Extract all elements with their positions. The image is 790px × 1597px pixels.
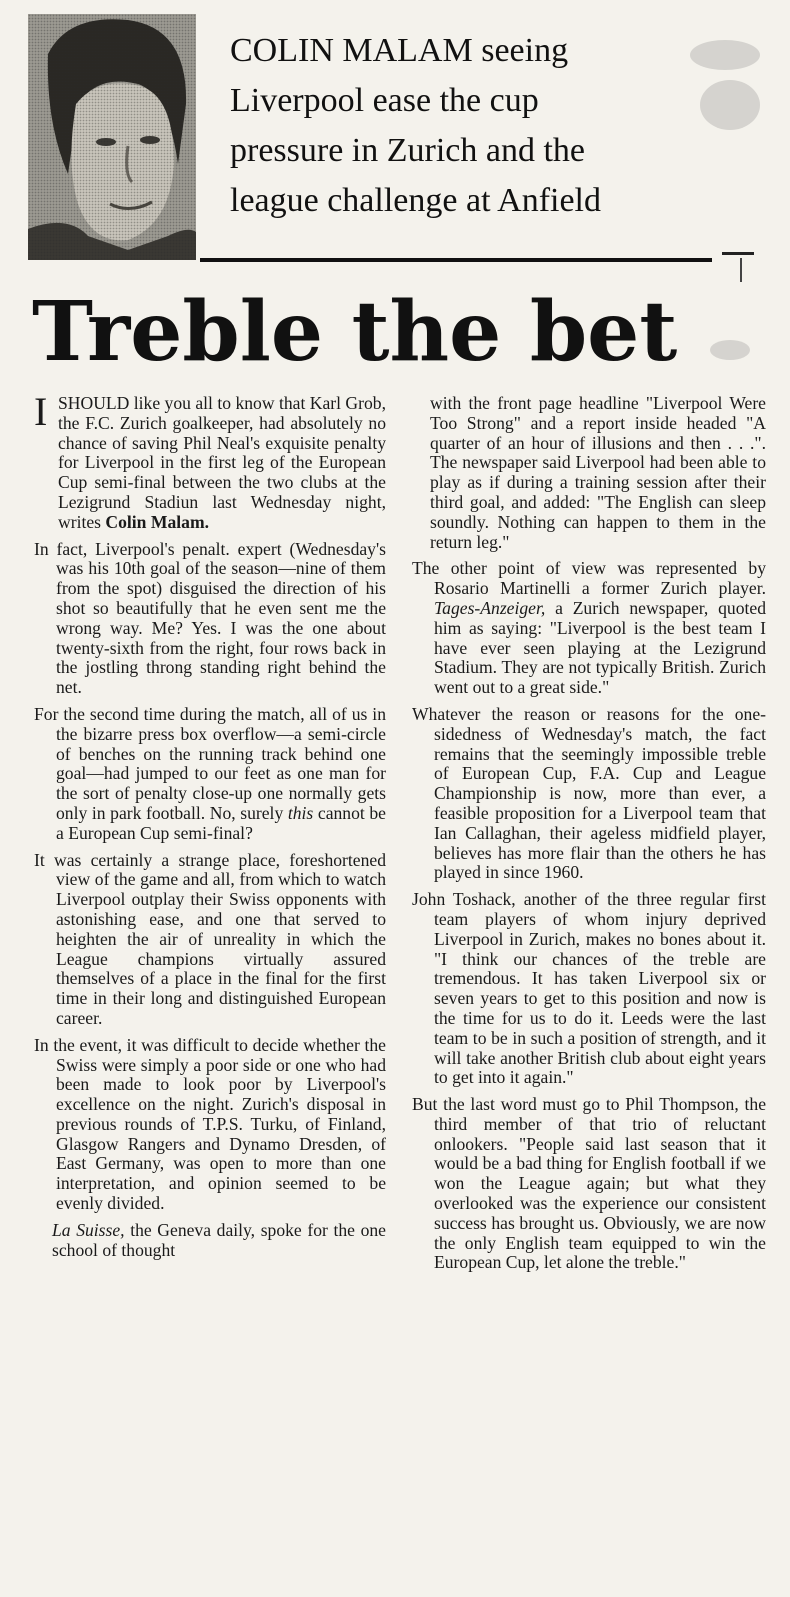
print-mark — [722, 252, 754, 255]
paper-smudge — [700, 80, 760, 130]
byline-line: pressure in Zurich and the — [230, 132, 585, 169]
paper-smudge — [710, 340, 750, 360]
paper-smudge — [690, 40, 760, 70]
divider-rule — [200, 258, 712, 262]
headline: Treble the bet — [32, 284, 678, 380]
article-paragraph: I SHOULD like you all to know that Karl Grob, the F.C. Zurich goalkeeper, had absolutely no chance of saving Phil Neal's exquisite penalty for Liverpool in the first leg of the European Cup semi-final between the two clubs at the Lezigrund Stadiun last Wednesday night, writes Colin Malam. — [34, 389, 386, 532]
article-paragraph: Whatever the reason or reasons for the one-sidedness of Wednesday's match, the fact remains that the seemingly impossible treble of European Cup, F.A. Cup and League Championship is now, more than ever, a feasible proposition for a Liverpool team that Ian Callaghan, their ageless midfield player, believes has more flair than the others he has played in since 1960. — [412, 703, 766, 883]
byline-line: COLIN MALAM seeing — [230, 32, 569, 69]
byline — [230, 26, 750, 226]
author-photo — [28, 14, 196, 260]
article-paragraph: with the front page headline "Liverpool Were Too Strong" and a report inside headed "A quarter of an hour of illusions and then . . .". The newspaper said Liverpool had been able to play as if during a training session after their third goal, and added: "The English can sleep soundly. Nothing can happen to them in the return leg." — [430, 393, 766, 552]
drop-cap: I — [34, 389, 48, 434]
article-paragraph: But the last word must go to Phil Thompson, the third member of that trio of reluctant onlookers. "People said last season that it would be a bad thing for English football if we won the League again; but what they overlooked was the experience our consistent success has brought us. Obviously, we are now the only English team equipped to win the European Cup, let alone the treble." — [412, 1094, 766, 1273]
byline-line: Liverpool ease the cup — [230, 82, 539, 119]
article-paragraph: In the event, it was difficult to decide whether the Swiss were simply a poor side or one who had been made to look poor by Liverpool's excellence on the night. Zurich's disposal in previous rounds of T.P.S. Turku, of Finland, Glasgow Rangers and Dynamo Dresden, of East Germany, was open to more than one interpretation, and opinion seemed to be evenly divided. — [34, 1034, 386, 1214]
print-mark — [740, 258, 742, 282]
byline-line: league challenge at Anfield — [230, 182, 601, 219]
article-paragraph: John Toshack, another of the three regular first team players of whom injury deprived Liverpool in Zurich, makes no bones about it. "I think our chances of the treble are tremendous. It has taken Liverpool six or seven years to get to this position and now is the time for us to do it. Leeds were the last team to be in such a position of strength, and it will take another British club about eight years to get into it again." — [412, 889, 766, 1088]
article-paragraph: It was certainly a strange place, foreshortened view of the game and all, from which to watch Liverpool outplay their Swiss opponents with astonishing ease, and one that served to heighten the air of unreality in which the League champions virtually assured themselves of a place in the final for the first time in their long and distinguished European career. — [34, 849, 386, 1028]
article-paragraph: In fact, Liverpool's penalt. expert (Wednesday's was his 10th goal of the season—nine of them from the spot) disguised the direction of his shot so beautifully that he even sent me the wrong way. Me? Yes. I was the one about twenty-sixth from the right, four rows back in the jostling throng standing right behind the net. — [34, 538, 386, 698]
article-column-left — [34, 389, 386, 1267]
author-name: Colin Malam. — [105, 511, 210, 532]
article-paragraph: For the second time during the match, all of us in the bizarre press box overflow—a semi-circle of benches on the running track behind one goal—had jumped to our feet as one man for the sort of penalty close-up one normally gets only in park football. No, surely this cannot be a European Cup semi-final? — [34, 703, 386, 843]
article-paragraph: The other point of view was represented by Rosario Martinelli a former Zurich player. Tages-Anzeiger, a Zurich newspaper, quoted him as saying: "Liverpool is the best team I have ever seen playing at the Lezigrund Stadium. They are not typically British. Zurich went out to a great side." — [412, 558, 766, 698]
article-paragraph: La Suisse, the Geneva daily, spoke for the one school of thought — [52, 1219, 386, 1260]
article-column-right — [412, 394, 766, 1280]
portrait-photo-icon — [28, 14, 196, 260]
